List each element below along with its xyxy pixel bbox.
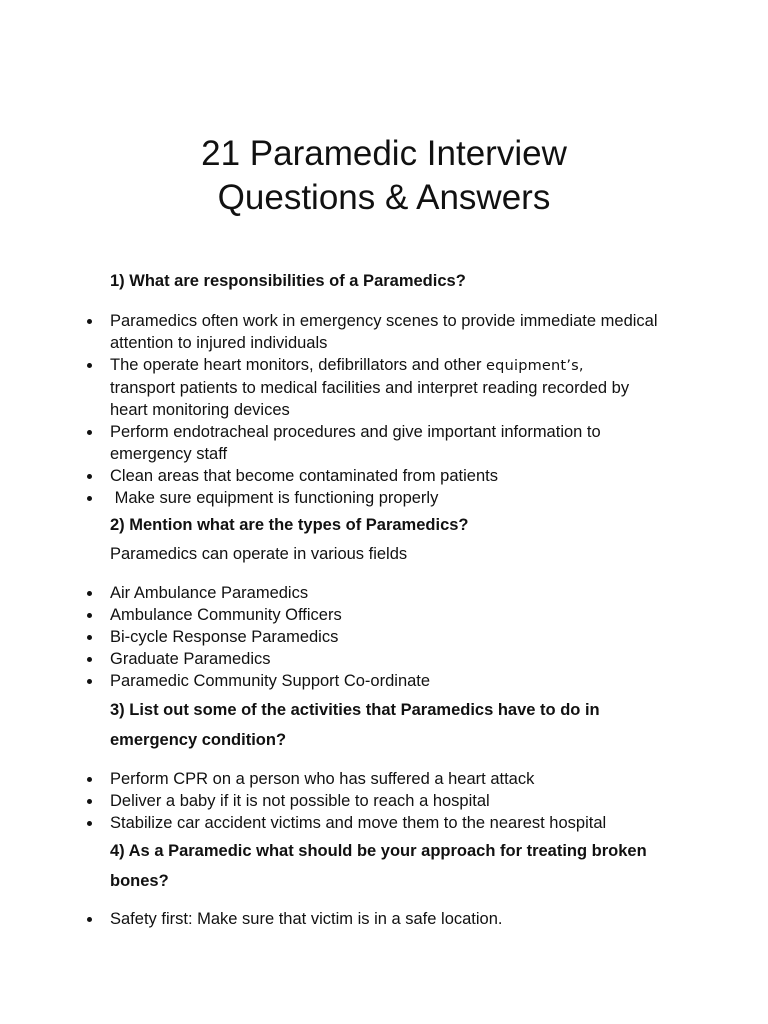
list-item: Bi-cycle Response Paramedics xyxy=(0,626,768,648)
list-item: Clean areas that become contaminated from patients xyxy=(0,465,768,487)
question-4-answer-list xyxy=(0,908,768,930)
question-2: 2) Mention what are the types of Paramedics? xyxy=(110,516,469,534)
list-item: Deliver a baby if it is not possible to reach a hospital xyxy=(0,790,768,812)
question-2-answer-list xyxy=(0,582,768,692)
list-item xyxy=(0,354,768,421)
list-item: Air Ambulance Paramedics xyxy=(0,582,768,604)
list-item: Safety first: Make sure that victim is in a safe location. xyxy=(0,908,768,930)
list-item: Paramedics often work in emergency scenes to provide immediate medical attention to injured individuals xyxy=(0,310,768,354)
question-3: 3) List out some of the activities that Paramedics have to do in emergency condition? xyxy=(110,701,600,749)
list-item: Perform endotracheal procedures and give important information to emergency staff xyxy=(0,421,768,465)
list-item-text: transport patients to medical facilities and interpret reading recorded by heart monitoring devices xyxy=(110,379,630,419)
list-item: Stabilize car accident victims and move them to the nearest hospital xyxy=(0,812,768,834)
list-item: Ambulance Community Officers xyxy=(0,604,768,626)
question-3-answer-list xyxy=(0,768,768,834)
title-line-1: 21 Paramedic Interview xyxy=(201,134,567,173)
question-4: 4) As a Paramedic what should be your approach for treating broken bones? xyxy=(110,842,647,890)
list-item: Perform CPR on a person who has suffered a heart attack xyxy=(0,768,768,790)
title-line-2: Questions & Answers xyxy=(217,178,551,217)
page-title xyxy=(0,132,768,220)
list-item: Graduate Paramedics xyxy=(0,648,768,670)
list-item-text: equipment’s, xyxy=(486,358,584,374)
list-item: Paramedic Community Support Co-ordinate xyxy=(0,670,768,692)
list-item: Make sure equipment is functioning properly xyxy=(0,487,768,509)
question-2-intro: Paramedics can operate in various fields xyxy=(110,545,408,563)
list-item-text: The operate heart monitors, defibrillators and other xyxy=(110,356,487,374)
question-1: 1) What are responsibilities of a Paramedics? xyxy=(110,272,466,290)
question-1-answer-list xyxy=(0,310,768,509)
